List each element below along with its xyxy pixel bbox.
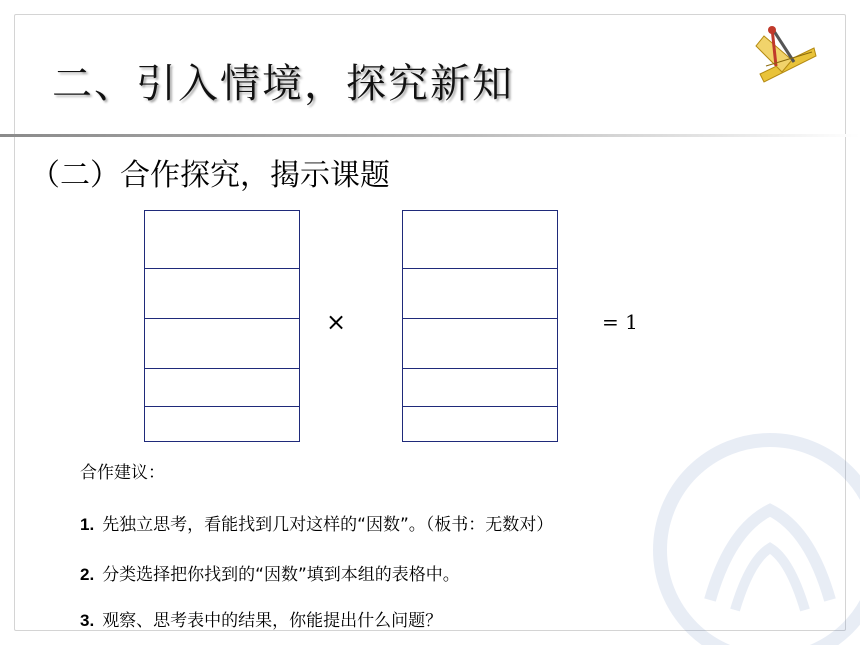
table-row	[145, 268, 299, 269]
equation-result: = 1	[602, 310, 638, 334]
tip-item-3	[80, 606, 442, 631]
table-row	[145, 318, 299, 319]
tip-number: 2.	[80, 565, 95, 584]
table-row	[145, 368, 299, 369]
tip-text: 观察、思考表中的结果，你能提出什么问题？	[102, 611, 443, 631]
table-row	[403, 368, 557, 369]
tip-number: 1.	[80, 515, 95, 534]
slide-title: 二、引入情境，探究新知	[52, 61, 514, 107]
table-row	[145, 406, 299, 407]
factor-table-right	[402, 210, 558, 442]
tips-heading: 合作建议：	[80, 463, 165, 483]
tip-number: 3.	[80, 611, 95, 630]
title-divider	[0, 134, 860, 137]
table-row	[403, 268, 557, 269]
section-subtitle: （二）合作探究，揭示课题	[30, 158, 390, 193]
tip-item-2	[80, 560, 460, 585]
table-row	[403, 406, 557, 407]
compass-and-ruler-icon	[752, 22, 822, 88]
table-row	[403, 318, 557, 319]
tip-text: 先独立思考，看能找到几对这样的“因数”。（板书：无数对）	[102, 515, 554, 535]
factor-table-left	[144, 210, 300, 442]
publisher-logo-icon	[640, 420, 860, 645]
tip-text: 分类选择把你找到的“因数”填到本组的表格中。	[102, 565, 460, 585]
tip-item-1	[80, 510, 553, 535]
multiply-sign: ×	[326, 308, 347, 336]
